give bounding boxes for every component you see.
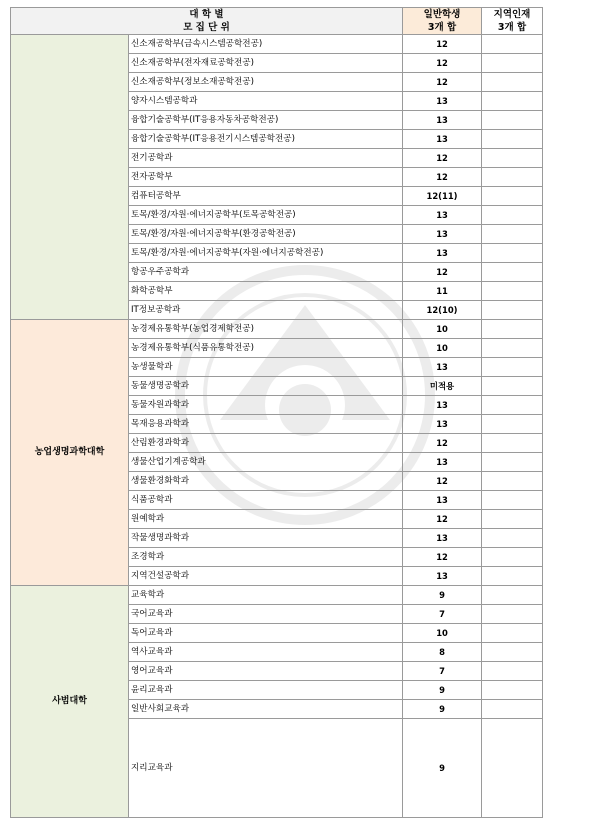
department-cell: 영어교육과 [129, 662, 403, 681]
general-requirement-cell: 13 [403, 415, 482, 434]
regional-requirement-cell [482, 548, 543, 567]
regional-requirement-cell [482, 54, 543, 73]
department-cell: 융합기술공학부(IT응용전기시스템공학전공) [129, 130, 403, 149]
regional-requirement-cell [482, 453, 543, 472]
department-cell: 원예학과 [129, 510, 403, 529]
general-requirement-cell: 13 [403, 358, 482, 377]
department-cell: 전자공학부 [129, 168, 403, 187]
college-cell [11, 35, 129, 320]
regional-requirement-cell [482, 377, 543, 396]
general-requirement-cell: 13 [403, 567, 482, 586]
regional-requirement-cell [482, 415, 543, 434]
college-cell: 농업생명과학대학 [11, 320, 129, 586]
general-requirement-cell: 12(10) [403, 301, 482, 320]
general-requirement-cell: 12 [403, 472, 482, 491]
general-requirement-cell: 9 [403, 586, 482, 605]
regional-requirement-cell [482, 301, 543, 320]
general-requirement-cell: 13 [403, 244, 482, 263]
department-cell: 토목/환경/자원·에너지공학부(환경공학전공) [129, 225, 403, 244]
regional-requirement-cell [482, 168, 543, 187]
regional-requirement-cell [482, 491, 543, 510]
admission-requirements-table-container [10, 7, 542, 818]
general-requirement-cell: 12 [403, 263, 482, 282]
department-cell: 토목/환경/자원·에너지공학부(토목공학전공) [129, 206, 403, 225]
regional-requirement-cell [482, 244, 543, 263]
department-cell: 산림환경과학과 [129, 434, 403, 453]
regional-requirement-cell [482, 35, 543, 54]
department-cell: 일반사회교육과 [129, 700, 403, 719]
general-requirement-cell: 12 [403, 149, 482, 168]
admission-requirements-table [10, 7, 543, 818]
general-requirement-cell: 9 [403, 719, 482, 818]
general-requirement-cell: 13 [403, 92, 482, 111]
department-cell: 목재응용과학과 [129, 415, 403, 434]
general-requirement-cell: 11 [403, 282, 482, 301]
general-requirement-cell: 10 [403, 339, 482, 358]
department-cell: 항공우주공학과 [129, 263, 403, 282]
table-row [11, 586, 543, 605]
general-header [403, 8, 482, 35]
general-requirement-cell: 12 [403, 73, 482, 92]
general-requirement-cell: 13 [403, 491, 482, 510]
department-cell: 전기공학과 [129, 149, 403, 168]
department-cell: 신소재공학부(전자재료공학전공) [129, 54, 403, 73]
regional-header-line2: 3개 합 [497, 22, 527, 33]
general-requirement-cell: 12 [403, 35, 482, 54]
general-requirement-cell: 10 [403, 320, 482, 339]
general-requirement-cell: 13 [403, 130, 482, 149]
general-requirement-cell: 12 [403, 434, 482, 453]
department-cell: 조경학과 [129, 548, 403, 567]
regional-requirement-cell [482, 282, 543, 301]
department-cell: 농경제유통학부(농업경제학전공) [129, 320, 403, 339]
general-header-line2: 3개 합 [427, 22, 457, 33]
table-row [11, 35, 543, 54]
general-requirement-cell: 13 [403, 225, 482, 244]
unit-header [11, 8, 403, 35]
regional-requirement-cell [482, 605, 543, 624]
regional-requirement-cell [482, 111, 543, 130]
regional-requirement-cell [482, 472, 543, 491]
department-cell: 동물자원과학과 [129, 396, 403, 415]
department-cell: 양자시스템공학과 [129, 92, 403, 111]
department-cell: IT정보공학과 [129, 301, 403, 320]
regional-requirement-cell [482, 320, 543, 339]
department-cell: 윤리교육과 [129, 681, 403, 700]
general-requirement-cell: 13 [403, 453, 482, 472]
general-requirement-cell: 12(11) [403, 187, 482, 206]
regional-requirement-cell [482, 187, 543, 206]
regional-requirement-cell [482, 529, 543, 548]
general-requirement-cell: 13 [403, 396, 482, 415]
regional-header [482, 8, 543, 35]
regional-requirement-cell [482, 719, 543, 818]
general-requirement-cell: 13 [403, 529, 482, 548]
regional-requirement-cell [482, 73, 543, 92]
department-cell: 컴퓨터공학부 [129, 187, 403, 206]
general-requirement-cell: 7 [403, 662, 482, 681]
department-cell: 지리교육과 [129, 719, 403, 818]
regional-requirement-cell [482, 149, 543, 168]
regional-requirement-cell [482, 681, 543, 700]
department-cell: 토목/환경/자원·에너지공학부(자원·에너지공학전공) [129, 244, 403, 263]
department-cell: 지역건설공학과 [129, 567, 403, 586]
unit-header-line2: 모 집 단 위 [183, 22, 230, 33]
regional-requirement-cell [482, 643, 543, 662]
regional-requirement-cell [482, 567, 543, 586]
general-requirement-cell: 10 [403, 624, 482, 643]
regional-requirement-cell [482, 92, 543, 111]
department-cell: 생물산업기계공학과 [129, 453, 403, 472]
table-row [11, 320, 543, 339]
general-requirement-cell: 미적용 [403, 377, 482, 396]
regional-requirement-cell [482, 358, 543, 377]
regional-requirement-cell [482, 225, 543, 244]
department-cell: 작물생명과학과 [129, 529, 403, 548]
regional-requirement-cell [482, 434, 543, 453]
department-cell: 독어교육과 [129, 624, 403, 643]
regional-requirement-cell [482, 206, 543, 225]
department-cell: 생물환경화학과 [129, 472, 403, 491]
general-requirement-cell: 9 [403, 681, 482, 700]
regional-requirement-cell [482, 263, 543, 282]
department-cell: 역사교육과 [129, 643, 403, 662]
department-cell: 농경제유통학부(식품유통학전공) [129, 339, 403, 358]
general-requirement-cell: 7 [403, 605, 482, 624]
regional-header-line1: 지역인재 [493, 9, 531, 20]
regional-requirement-cell [482, 700, 543, 719]
regional-requirement-cell [482, 624, 543, 643]
general-header-line1: 일반학생 [423, 9, 461, 20]
department-cell: 교육학과 [129, 586, 403, 605]
regional-requirement-cell [482, 510, 543, 529]
department-cell: 식품공학과 [129, 491, 403, 510]
general-requirement-cell: 12 [403, 548, 482, 567]
department-cell: 동물생명공학과 [129, 377, 403, 396]
general-requirement-cell: 12 [403, 54, 482, 73]
department-cell: 화학공학부 [129, 282, 403, 301]
department-cell: 국어교육과 [129, 605, 403, 624]
department-cell: 신소재공학부(금속시스템공학전공) [129, 35, 403, 54]
general-requirement-cell: 13 [403, 111, 482, 130]
department-cell: 농생물학과 [129, 358, 403, 377]
regional-requirement-cell [482, 339, 543, 358]
general-requirement-cell: 8 [403, 643, 482, 662]
unit-header-line1: 대 학 별 [189, 9, 224, 20]
regional-requirement-cell [482, 396, 543, 415]
regional-requirement-cell [482, 586, 543, 605]
general-requirement-cell: 9 [403, 700, 482, 719]
department-cell: 신소재공학부(정보소재공학전공) [129, 73, 403, 92]
regional-requirement-cell [482, 130, 543, 149]
college-cell: 사범대학 [11, 586, 129, 818]
general-requirement-cell: 13 [403, 206, 482, 225]
general-requirement-cell: 12 [403, 168, 482, 187]
department-cell: 융합기술공학부(IT응용자동차공학전공) [129, 111, 403, 130]
header-row [11, 8, 543, 35]
regional-requirement-cell [482, 662, 543, 681]
general-requirement-cell: 12 [403, 510, 482, 529]
